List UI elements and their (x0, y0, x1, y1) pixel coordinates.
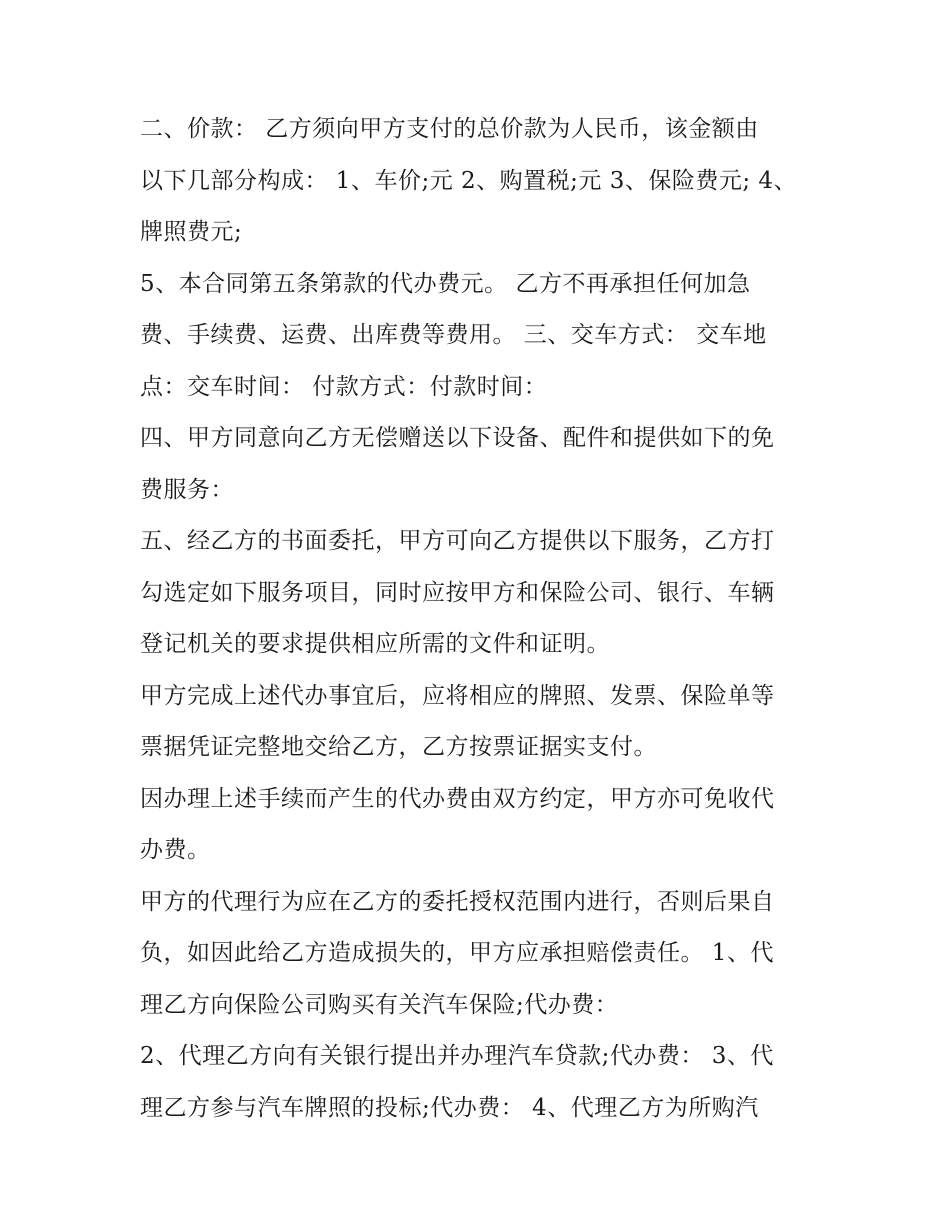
text-line: 理乙方参与汽车牌照的投标;代办费： 4、代理乙方为所购汽 (140, 1094, 759, 1121)
text-line: 票据凭证完整地交给乙方，乙方按票证据实支付。 (140, 734, 657, 760)
text-line: 五、经乙方的书面委托，甲方可向乙方提供以下服务，乙方打 (140, 528, 775, 554)
text-line: 办费。 (140, 837, 211, 863)
text-line: 费服务： (140, 476, 234, 503)
text-line: 理乙方向保险公司购买有关汽车保险;代办费： (140, 991, 619, 1018)
text-line: 2、代理乙方向有关银行提出并办理汽车贷款;代办费： 3、代 (140, 1043, 774, 1069)
text-line: 勾选定如下服务项目，同时应按甲方和保险公司、银行、车辆 (140, 579, 775, 606)
text-line: 甲方的代理行为应在乙方的委托授权范围内进行，否则后果自 (140, 888, 775, 915)
text-line: 点：交车时间： 付款方式：付款时间： (140, 373, 548, 400)
text-line: 负，如因此给乙方造成损失的，甲方应承担赔偿责任。 1、代 (140, 940, 774, 966)
text-line: 因办理上述手续而产生的代办费由双方约定，甲方亦可免收代 (140, 785, 775, 812)
document-body (140, 104, 820, 1134)
text-line: 二、价款： 乙方须向甲方支付的总价款为人民币，该金额由 (140, 116, 759, 142)
text-line: 以下几部分构成： 1、车价;元 2、购置税;元 3、保险费元; 4、 (140, 167, 798, 194)
text-line: 牌照费元; (140, 219, 243, 245)
text-line: 5、本合同第五条第款的代办费元。 乙方不再承担任何加急 (140, 270, 751, 297)
text-line: 费、手续费、运费、出库费等费用。 三、交车方式： 交车地 (140, 322, 767, 348)
text-line: 四、甲方同意向乙方无偿赠送以下设备、配件和提供如下的免 (140, 425, 775, 451)
text-line: 甲方完成上述代办事宜后，应将相应的牌照、发票、保险单等 (140, 682, 775, 709)
text-line: 登记机关的要求提供相应所需的文件和证明。 (140, 631, 610, 657)
